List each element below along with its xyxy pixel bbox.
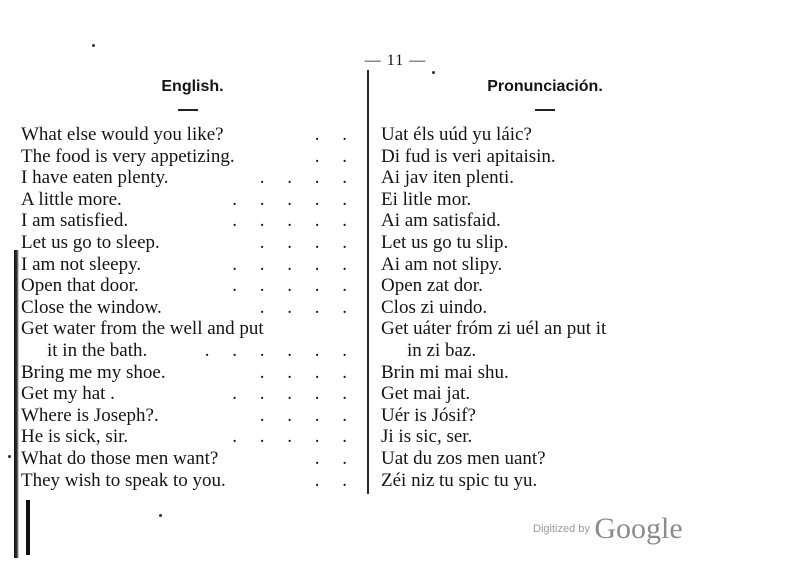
english-phrase-row [21,146,356,168]
dot-leader: . . . . . [232,253,356,275]
dot-leader: . . . . [259,361,356,383]
english-phrase: A little more. [21,188,122,210]
print-speck [8,455,11,458]
english-phrase-row [21,297,356,319]
english-phrase-row [21,254,356,276]
english-phrase-row [21,448,356,470]
english-phrase: Where is Joseph?. [21,404,159,426]
english-phrase-row [21,383,356,405]
print-speck [432,71,435,74]
dot-leader: . . . . . [232,275,356,297]
pronunciation-phrase: Ji is sic, ser. [381,426,473,448]
pronunciation-phrase: Brin mi mai shu. [381,361,509,383]
dot-leader: . . . . [259,167,356,189]
english-phrase-row [21,470,356,492]
english-phrase-row [21,426,356,448]
pronunciation-phrase: Uat éls uúd yu láic? [381,124,532,145]
column-divider [367,70,369,494]
english-phrase-row [21,362,356,384]
english-phrases-column [21,124,356,491]
english-phrase-row [21,189,356,211]
pronunciation-phrase: Di fud is veri apitaisin. [381,145,556,167]
pronunciation-phrase: Ai jav iten plenti. [381,167,514,189]
dot-leader: . . [314,469,356,491]
english-phrase: What else would you like? [21,124,224,145]
dot-leader: . . . . . [232,426,356,448]
english-phrase: Close the window. [21,296,162,318]
print-speck [159,514,162,517]
dot-leader: . . [314,145,356,167]
pronunciation-phrase: in zi baz. [407,339,477,361]
pronunciation-phrase: Ai am satisfaid. [381,210,501,232]
pronunciation-column-header: Pronunciación. [487,78,603,95]
pronunciation-phrases-column [381,124,716,491]
pronunciation-phrase: Clos zi uindo. [381,296,488,318]
english-phrase: He is sick, sir. [21,426,129,448]
pronunciation-phrase: Get uáter fróm zi uél an put it [381,318,607,340]
english-phrase: I am not sleepy. [21,253,142,275]
watermark-brand-logo: Google [594,512,683,545]
dot-leader: . . [314,447,356,469]
dot-leader: . . . . . [232,383,356,405]
dot-leader: . . . . [259,404,356,426]
dot-leader: . . . . . . [204,339,356,361]
english-phrase-row [21,167,356,189]
english-phrase-row [21,318,356,340]
print-speck [92,44,95,47]
english-phrase: I am satisfied. [21,210,129,232]
english-phrase: I have eaten plenty. [21,167,169,189]
pronunciation-phrase: Ei litle mor. [381,188,472,210]
english-header-rule [178,109,198,111]
pronunciation-phrase: Let us go tu slip. [381,231,509,253]
english-phrase: Bring me my shoe. [21,361,166,383]
dot-leader: . . . . [259,231,356,253]
pronunciation-phrase: Get mai jat. [381,383,471,405]
pronunciation-phrase: Uat du zos men uant? [381,447,546,469]
english-phrase-row [21,275,356,297]
english-column-header: English. [161,78,224,95]
page-binding-mark [26,500,30,555]
pronunciation-phrase: Ai am not slipy. [381,253,503,275]
english-phrase-row [21,124,356,146]
dot-leader: . . . . . [232,188,356,210]
english-phrase: Let us go to sleep. [21,231,160,253]
pronunciation-phrase: Open zat dor. [381,275,483,297]
english-phrase: What do those men want? [21,447,219,469]
english-phrase: it in the bath. [47,339,148,361]
dot-leader: . . . . [259,296,356,318]
dot-leader: . . . . . [232,210,356,232]
pronunciation-phrase: Zéi niz tu spic tu yu. [381,469,538,491]
english-phrase: Open that door. [21,275,139,297]
digitized-watermark [533,512,683,546]
english-phrase-row [21,405,356,427]
watermark-prefix: Digitized by [533,523,590,535]
english-phrase: Get my hat . [21,383,115,405]
pronunciation-phrase: Uér is Jósif? [381,404,476,426]
english-phrase-row [21,232,356,254]
pronunciation-header-rule [535,109,555,111]
english-phrase-row [21,210,356,232]
page-number: — 11 — [364,52,427,69]
english-phrase-row [21,340,356,362]
dot-leader: . . [314,124,356,145]
english-phrase: The food is very appetizing. [21,145,235,167]
english-phrase: Get water from the well and put [21,318,264,340]
english-phrase: They wish to speak to you. [21,469,226,491]
dot-leader [264,318,356,340]
page-binding-shadow [14,250,19,558]
